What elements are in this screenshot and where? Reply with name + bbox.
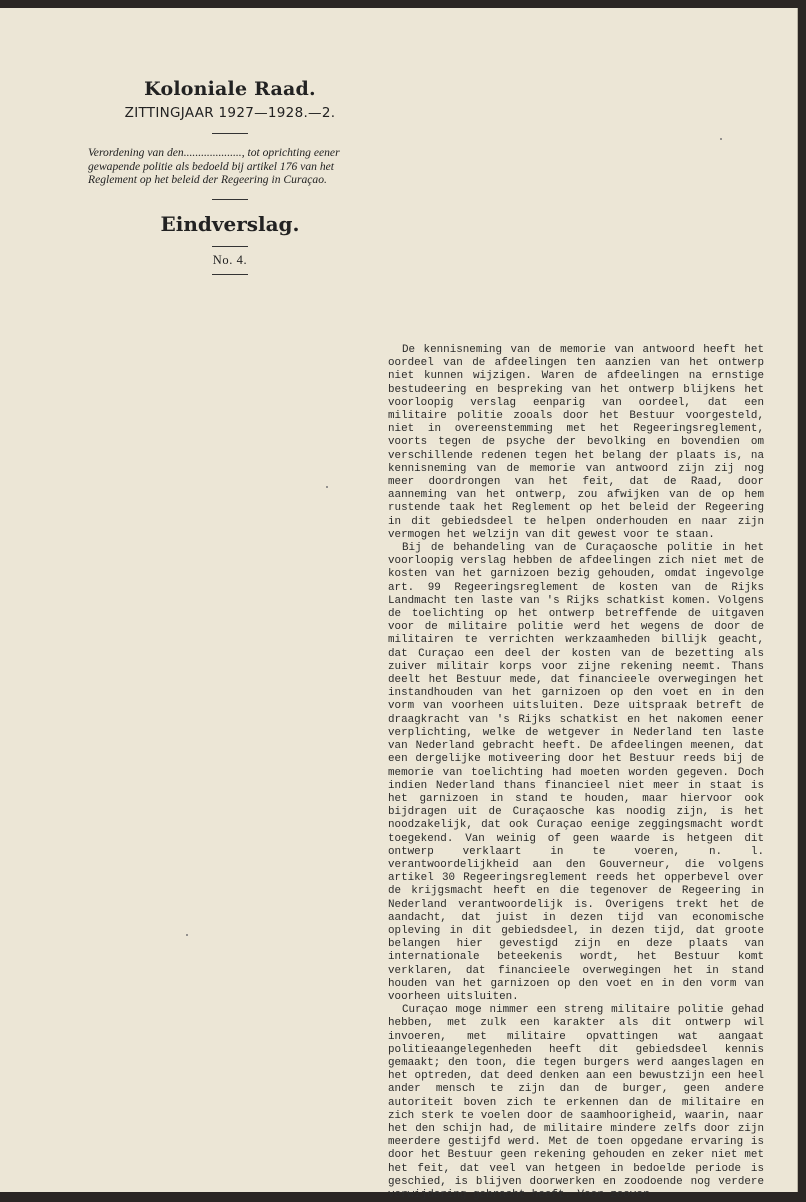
paragraph: Bij de behandeling van de Curaçaosche politie in het voorloopig verslag hebben de afdeelingen zich niet met de kosten van het garnizoen bezig gehouden, omdat ingevolge art. 99 Regeeringsreglement de kosten van de Rijks Landmacht ten laste van 's Rijks schatkist komen. Volgens de toelichting op het ontwerp betreffende de uitgaven voor de militaire politie werd het wegens de door de militairen te verrichten werkzaamheden billijk geacht, dat Curaçao een deel der kosten van de bezetting als zuiver militair korps voor zijne rekening neemt. Thans deelt het Bestuur mede, dat financieele overwegingen het instandhouden van het garnizoen op den voet en in den vorm van voorheen uitsluiten. Deze uitspraak betreft de draagkracht van 's Rijks schatkist en het nakomen eener verplichting, welke de wetgever in Nederland ten laste van Nederland gebracht heeft. De afdeelingen meenen, dat een dergelijke motiveering door het Bestuur reeds bij de memorie van toelichting had moeten worden gegeven. Doch indien Nederland thans financieel niet meer in staat is het garnizoen in stand te houden, maar hiervoor ook bijdragen uit de Curaçaosche kas noodig zijn, is het noodzakelijk, dat ook Curaçao eenige zeggingsmacht wordt toegekend. Van weinig of geen waarde is hetgeen dit ontwerp verklaart in te voeren, n. l. verantwoordelijkheid aan den Gouverneur, die volgens artikel 30 Regeeringsreglement reeds het opperbevel over de krijgsmacht heeft en die tegenover de Regeering in Nederland verantwoordelijk is. Overigens trekt het de aandacht, dat juist in dezen tijd van economische opleving in dit gebiedsdeel, in dezen tijd, dat groote belangen hier gevestigd zijn en deze plaats van internationale beteekenis wordt, het Bestuur komt verklaren, dat financieele overwegingen het in stand houden van het garnizoen op den voet en in den vorm van voorheen uitsluiten. xyxy=(388,542,764,1003)
speck xyxy=(720,138,722,140)
speck xyxy=(186,934,188,936)
paragraph: De kennisneming van de memorie van antwoord heeft het oordeel van de afdeelingen ten aanzien van het ontwerp niet kunnen wijzigen. Waren de afdeelingen na ernstige bestudeering en bespreking van het ontwerp blijkens het voorloopig verslag eenparig van oordeel, dat een militaire politie zooals door het Bestuur voorgesteld, niet in overeenstemming met het Regeeringsreglement, voorts tegen de psyche der bevolking en bovendien om verschillende redenen tegen het belang der plaats is, na kennisneming van de memorie van antwoord zijn zij nog meer doordrongen van het feit, dat de Raad, door aanneming van het ontwerp, zou afwijken van de op hem rustende taak het Reglement op het beleid der Regeering in dit gebiedsdeel te helpen onderhouden en naar zijn vermogen het welzijn van dit gewest voor te staan. xyxy=(388,344,764,541)
ordinance-description: Verordening van den...................., tot oprichting eener gewapende politie als bedoeld bij artikel 176 van het Reglement op het beleid der Regeering in Curaçao. xyxy=(88,146,340,187)
divider xyxy=(212,199,248,200)
report-title: Eindverslag. xyxy=(160,211,300,236)
divider xyxy=(212,133,248,134)
divider xyxy=(212,246,248,247)
header-block xyxy=(80,78,380,287)
session-year: ZITTINGJAAR 1927—1928.—2. xyxy=(124,105,336,121)
document-number: No. 4. xyxy=(212,252,248,267)
report-body xyxy=(388,344,764,1202)
council-title: Koloniale Raad. xyxy=(144,78,316,100)
speck xyxy=(326,486,328,488)
document-page xyxy=(0,8,798,1201)
paragraph: Curaçao moge nimmer een streng militaire politie gehad hebben, met zulk een karakter als dit ontwerp wil invoeren, met militaire opvattingen wat aangaat politieaangelegenheden heeft dit gebiedsdeel kennis gemaakt; den toon, die tegen burgers werd aangeslagen en het optreden, dat deed denken aan een bewustzijn een heel ander mensch te zijn dan de burger, geen andere autoriteit boven zich te erkennen dan de militaire en zich sterk te voelen door de saamhoorigheid, waarin, naar het den schijn had, de militaire mindere zelfs door zijn meerdere gestijfd werd. Met de toen opgedane ervaring is door het Bestuur geen rekening gehouden en zeker niet met het feit, dat veel van hetgeen in bedoelde periode is geschied, is blijven doorwerken en zoodoende nog verdere verwijdering gebracht heeft. Voor zoover xyxy=(388,1004,764,1201)
divider xyxy=(212,274,248,275)
